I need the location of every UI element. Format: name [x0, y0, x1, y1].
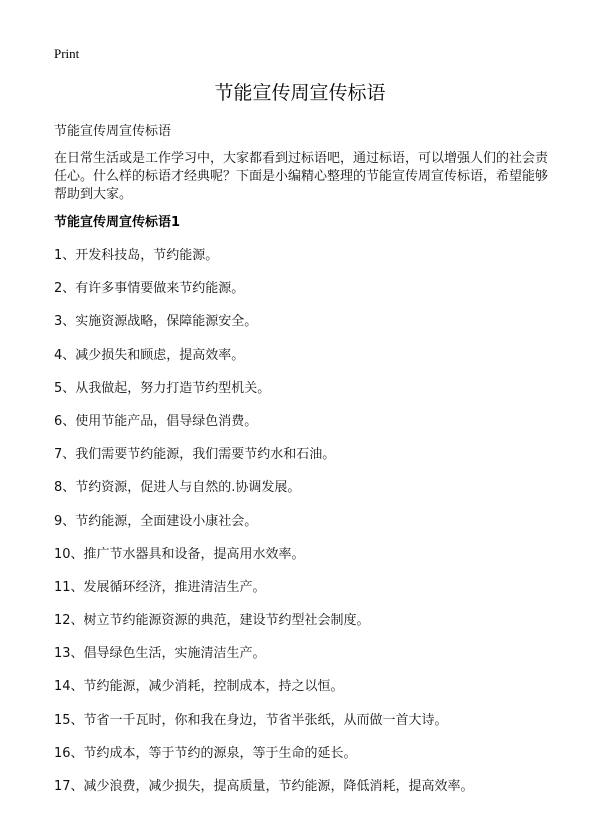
slogan-item: 7、我们需要节约能源，我们需要节约水和石油。 — [54, 447, 336, 463]
slogan-item: 5、从我做起，努力打造节约型机关。 — [54, 380, 271, 396]
print-link[interactable]: Print — [54, 46, 80, 61]
slogan-item: 16、节约成本，等于节约的源泉，等于生命的延长。 — [54, 745, 357, 761]
slogan-item: 2、有许多事情要做来节约能源。 — [54, 281, 245, 297]
slogan-item: 8、节约资源，促进人与自然的.协调发展。 — [54, 480, 301, 496]
slogan-item: 4、减少损失和顾虑，提高效率。 — [54, 347, 245, 363]
slogan-item: 6、使用节能产品，倡导绿色消费。 — [54, 413, 258, 429]
slogan-item: 14、节约能源，减少消耗，控制成本，持之以恒。 — [54, 679, 344, 695]
slogan-item: 15、节省一千瓦时，你和我在身边，节省半张纸，从而做一首大诗。 — [54, 712, 448, 728]
document-subtitle: 节能宣传周宣传标语 — [54, 124, 172, 139]
intro-paragraph: 在日常生活或是工作学习中，大家都看到过标语吧，通过标语，可以增强人们的社会责任心。什么样的标语才经典呢？下面是小编精心整理的节能宣传周宣传标语，希望能够帮助到大家。 — [54, 151, 549, 202]
slogan-item: 10、推广节水器具和设备，提高用水效率。 — [54, 546, 305, 562]
slogan-item: 3、实施资源战略，保障能源安全。 — [54, 314, 258, 330]
slogan-item: 11、发展循环经济，推进清洁生产。 — [54, 579, 266, 595]
slogan-item: 1、开发科技岛，节约能源。 — [54, 248, 219, 263]
slogan-item: 12、树立节约能源资源的典范，建设节约型社会制度。 — [54, 613, 370, 629]
section-heading: 节能宣传周宣传标语1 — [54, 215, 181, 230]
slogan-item: 13、倡导绿色生活，实施清洁生产。 — [54, 646, 266, 662]
page-title: 节能宣传周宣传标语 — [214, 82, 386, 104]
slogan-item: 17、减少浪费，减少损失，提高质量，节约能源，降低消耗，提高效率。 — [54, 779, 474, 794]
slogan-item: 9、节约能源，全面建设小康社会。 — [54, 513, 258, 529]
slogan-list — [54, 247, 474, 811]
